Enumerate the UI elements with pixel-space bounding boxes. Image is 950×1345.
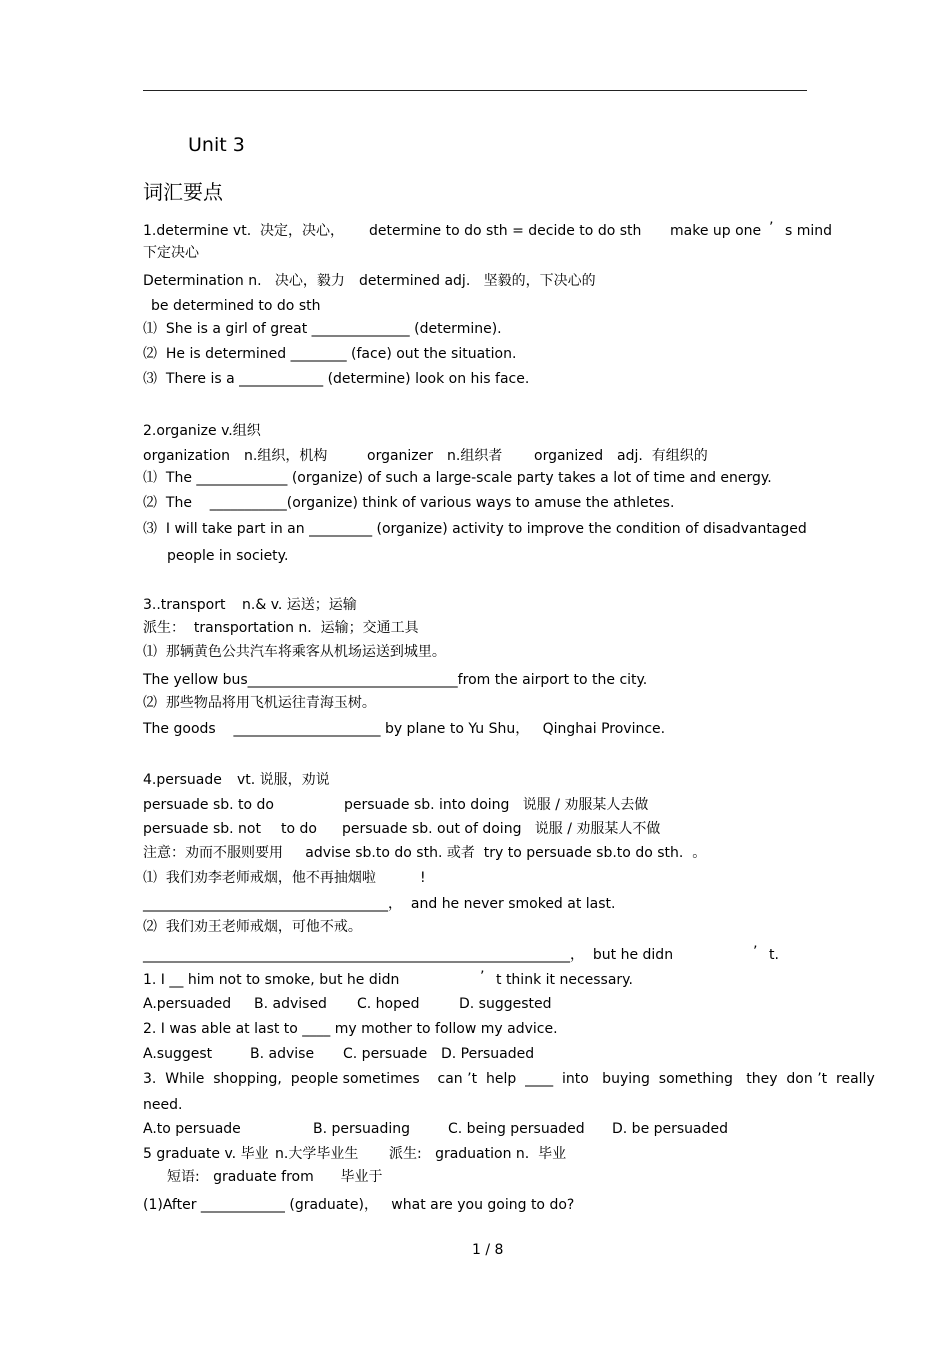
text-line: adj. 有组织的 bbox=[617, 448, 708, 464]
exercise-line: ⑴ 我们劝李老师戒烟，他不再抽烟啦 bbox=[143, 870, 376, 886]
text-line: s mind bbox=[785, 223, 833, 239]
text-line: 3..transport bbox=[143, 597, 226, 613]
exercise-line: ⑴ She is a girl of great ______________ (determine). bbox=[143, 321, 502, 337]
text-line: 4.persuade bbox=[143, 772, 222, 788]
option: C. hoped bbox=[357, 996, 420, 1012]
text-line: persuade sb. into doing 说服 / 劝服某人去做 bbox=[344, 797, 649, 813]
text-line: n.大学毕业生 bbox=[275, 1146, 359, 1162]
exercise-line: ___________________________________， and he never smoked at last. bbox=[143, 896, 616, 912]
exercise-line: ⑵ He is determined ________ (face) out the situation. bbox=[143, 346, 517, 362]
exercise-line: ⑶ I will take part in an _________ (organize) activity to improve the condition of disadvantaged bbox=[143, 521, 807, 537]
text-line: organized bbox=[534, 448, 604, 464]
text-line: persuade sb. out of doing 说服 / 劝服某人不做 bbox=[342, 821, 661, 837]
question-line: 2. I was able at last to ____ my mother to follow my advice. bbox=[143, 1021, 558, 1037]
text-line: vt. 说服，劝说 bbox=[237, 772, 330, 788]
page-number: 1 / 8 bbox=[472, 1242, 504, 1258]
text-line: 2.organize v.组织 bbox=[143, 423, 261, 439]
section-heading: 词汇要点 bbox=[143, 180, 223, 204]
text-line: 1.determine vt. 决定，决心， bbox=[143, 223, 345, 239]
text-line: persuade sb. to do bbox=[143, 797, 274, 813]
option: A.persuaded bbox=[143, 996, 232, 1012]
option: D. be persuaded bbox=[612, 1121, 729, 1137]
option: C. being persuaded bbox=[448, 1121, 585, 1137]
option: C. persuade bbox=[343, 1046, 428, 1062]
exercise-line: (1)After ____________ (graduate)， what are you going to do? bbox=[143, 1197, 575, 1213]
text-line: n.组织，机构 bbox=[244, 448, 328, 464]
exercise-line: ⑵ 我们劝王老师戒烟，可他不戒。 bbox=[143, 919, 362, 935]
exercise-line: The goods _____________________ by plane to Yu Shu， Qinghai Province. bbox=[143, 721, 666, 737]
text-line: 派生: graduation n. 毕业 bbox=[389, 1146, 567, 1162]
text-line: Determination n. 决心，毅力 bbox=[143, 273, 345, 289]
text-line: be determined to do sth bbox=[151, 298, 321, 314]
text-line: ! bbox=[420, 870, 426, 886]
text-line: ’ bbox=[480, 969, 485, 985]
option: B. advised bbox=[254, 996, 327, 1012]
exercise-line: _____________________________________________________________， but he didn bbox=[143, 947, 674, 963]
option: B. advise bbox=[250, 1046, 315, 1062]
unit-title: Unit 3 bbox=[188, 134, 245, 156]
option: A.suggest bbox=[143, 1046, 213, 1062]
question-line: 1. I __ him not to smoke, but he didn bbox=[143, 972, 400, 988]
header-rule bbox=[143, 90, 807, 91]
text-line: 5 graduate v. 毕业 bbox=[143, 1146, 269, 1162]
text-line: organizer bbox=[367, 448, 434, 464]
text-line: persuade sb. not bbox=[143, 821, 261, 837]
text-line: 注意：劝而不服则要用 advise sb.to do sth. 或者 try to persuade sb.to do sth. 。 bbox=[143, 845, 707, 861]
exercise-line: ⑵ 那些物品将用飞机运往青海玉树。 bbox=[143, 695, 376, 711]
text-line: t. bbox=[769, 947, 779, 963]
text-line: 短语: graduate from 毕业于 bbox=[167, 1169, 383, 1185]
exercise-line: ⑶ There is a ____________ (determine) look on his face. bbox=[143, 371, 530, 387]
text-line: ’ bbox=[769, 220, 774, 236]
text-line: n.组织者 bbox=[447, 448, 503, 464]
option: A.to persuade bbox=[143, 1121, 241, 1137]
exercise-line: The yellow bus______________________________from the airport to the city. bbox=[143, 672, 648, 688]
exercise-line: ⑴ 那辆黄色公共汽车将乘客从机场运送到城里。 bbox=[143, 644, 446, 660]
text-line: determined adj. 坚毅的，下决心的 bbox=[359, 273, 596, 289]
exercise-line: people in society. bbox=[167, 548, 289, 564]
exercise-line: ⑵ The ___________(organize) think of various ways to amuse the athletes. bbox=[143, 495, 675, 511]
option: D. suggested bbox=[459, 996, 552, 1012]
exercise-line: ⑴ The _____________ (organize) of such a large-scale party takes a lot of time and energy. bbox=[143, 470, 772, 486]
option: D. Persuaded bbox=[441, 1046, 535, 1062]
text-line: determine to do sth = decide to do sth bbox=[369, 223, 642, 239]
text-line: 派生： transportation n. 运输；交通工具 bbox=[143, 620, 419, 636]
text-line: to do bbox=[281, 821, 317, 837]
text-line: organization bbox=[143, 448, 231, 464]
question-line: need. bbox=[143, 1097, 183, 1113]
text-line: n.& v. 运送；运输 bbox=[242, 597, 357, 613]
text-line: t think it necessary. bbox=[496, 972, 633, 988]
option: B. persuading bbox=[313, 1121, 411, 1137]
text-line: 下定决心 bbox=[143, 245, 199, 261]
text-line: make up one bbox=[670, 223, 762, 239]
question-line: 3. While shopping, people sometimes can ’t help ____ into buying something they don ’t really bbox=[143, 1071, 875, 1087]
text-line: ’ bbox=[753, 944, 758, 960]
